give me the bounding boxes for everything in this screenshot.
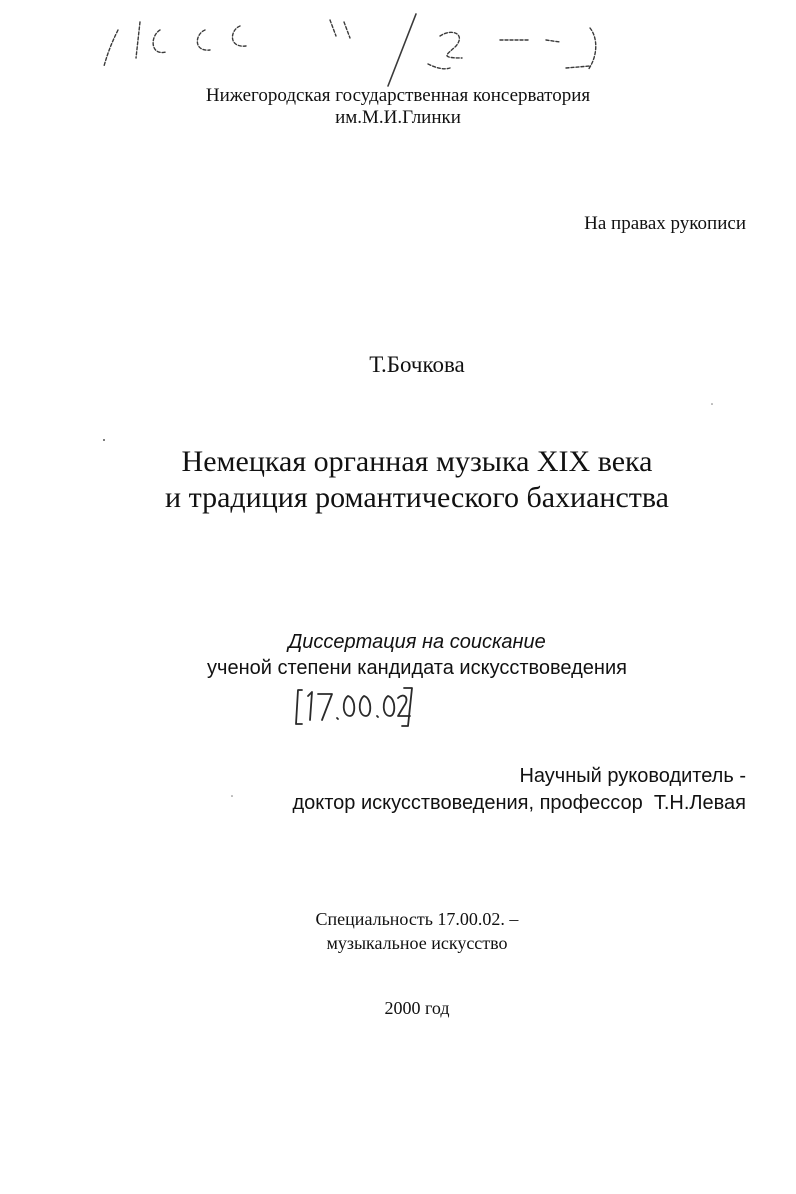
supervisor-line-2: доктор искусствоведения, профессор Т.Н.Левая xyxy=(292,792,746,814)
specialty-line-2: музыкальное искусство xyxy=(326,933,508,953)
supervisor-line-1: Научный руководитель - xyxy=(519,765,746,787)
title-line-2: и традиция романтического бахианства xyxy=(165,481,669,514)
dissertation-line-2: ученой степени кандидата искусствоведения xyxy=(207,657,627,679)
title-line-1: Немецкая органная музыка XIX века xyxy=(181,445,653,478)
institution-subname: им.М.И.Глинки xyxy=(335,107,461,128)
specialty-line-1: Специальность 17.00.02. – xyxy=(315,909,519,929)
dissertation-line-1: Диссертация на соискание xyxy=(288,631,546,653)
author-name: Т.Бочкова xyxy=(369,352,465,377)
rights-note: На правах рукописи xyxy=(584,213,746,234)
year: 2000 год xyxy=(384,998,450,1018)
institution-name: Нижегородская государственная консерватория xyxy=(205,85,591,106)
